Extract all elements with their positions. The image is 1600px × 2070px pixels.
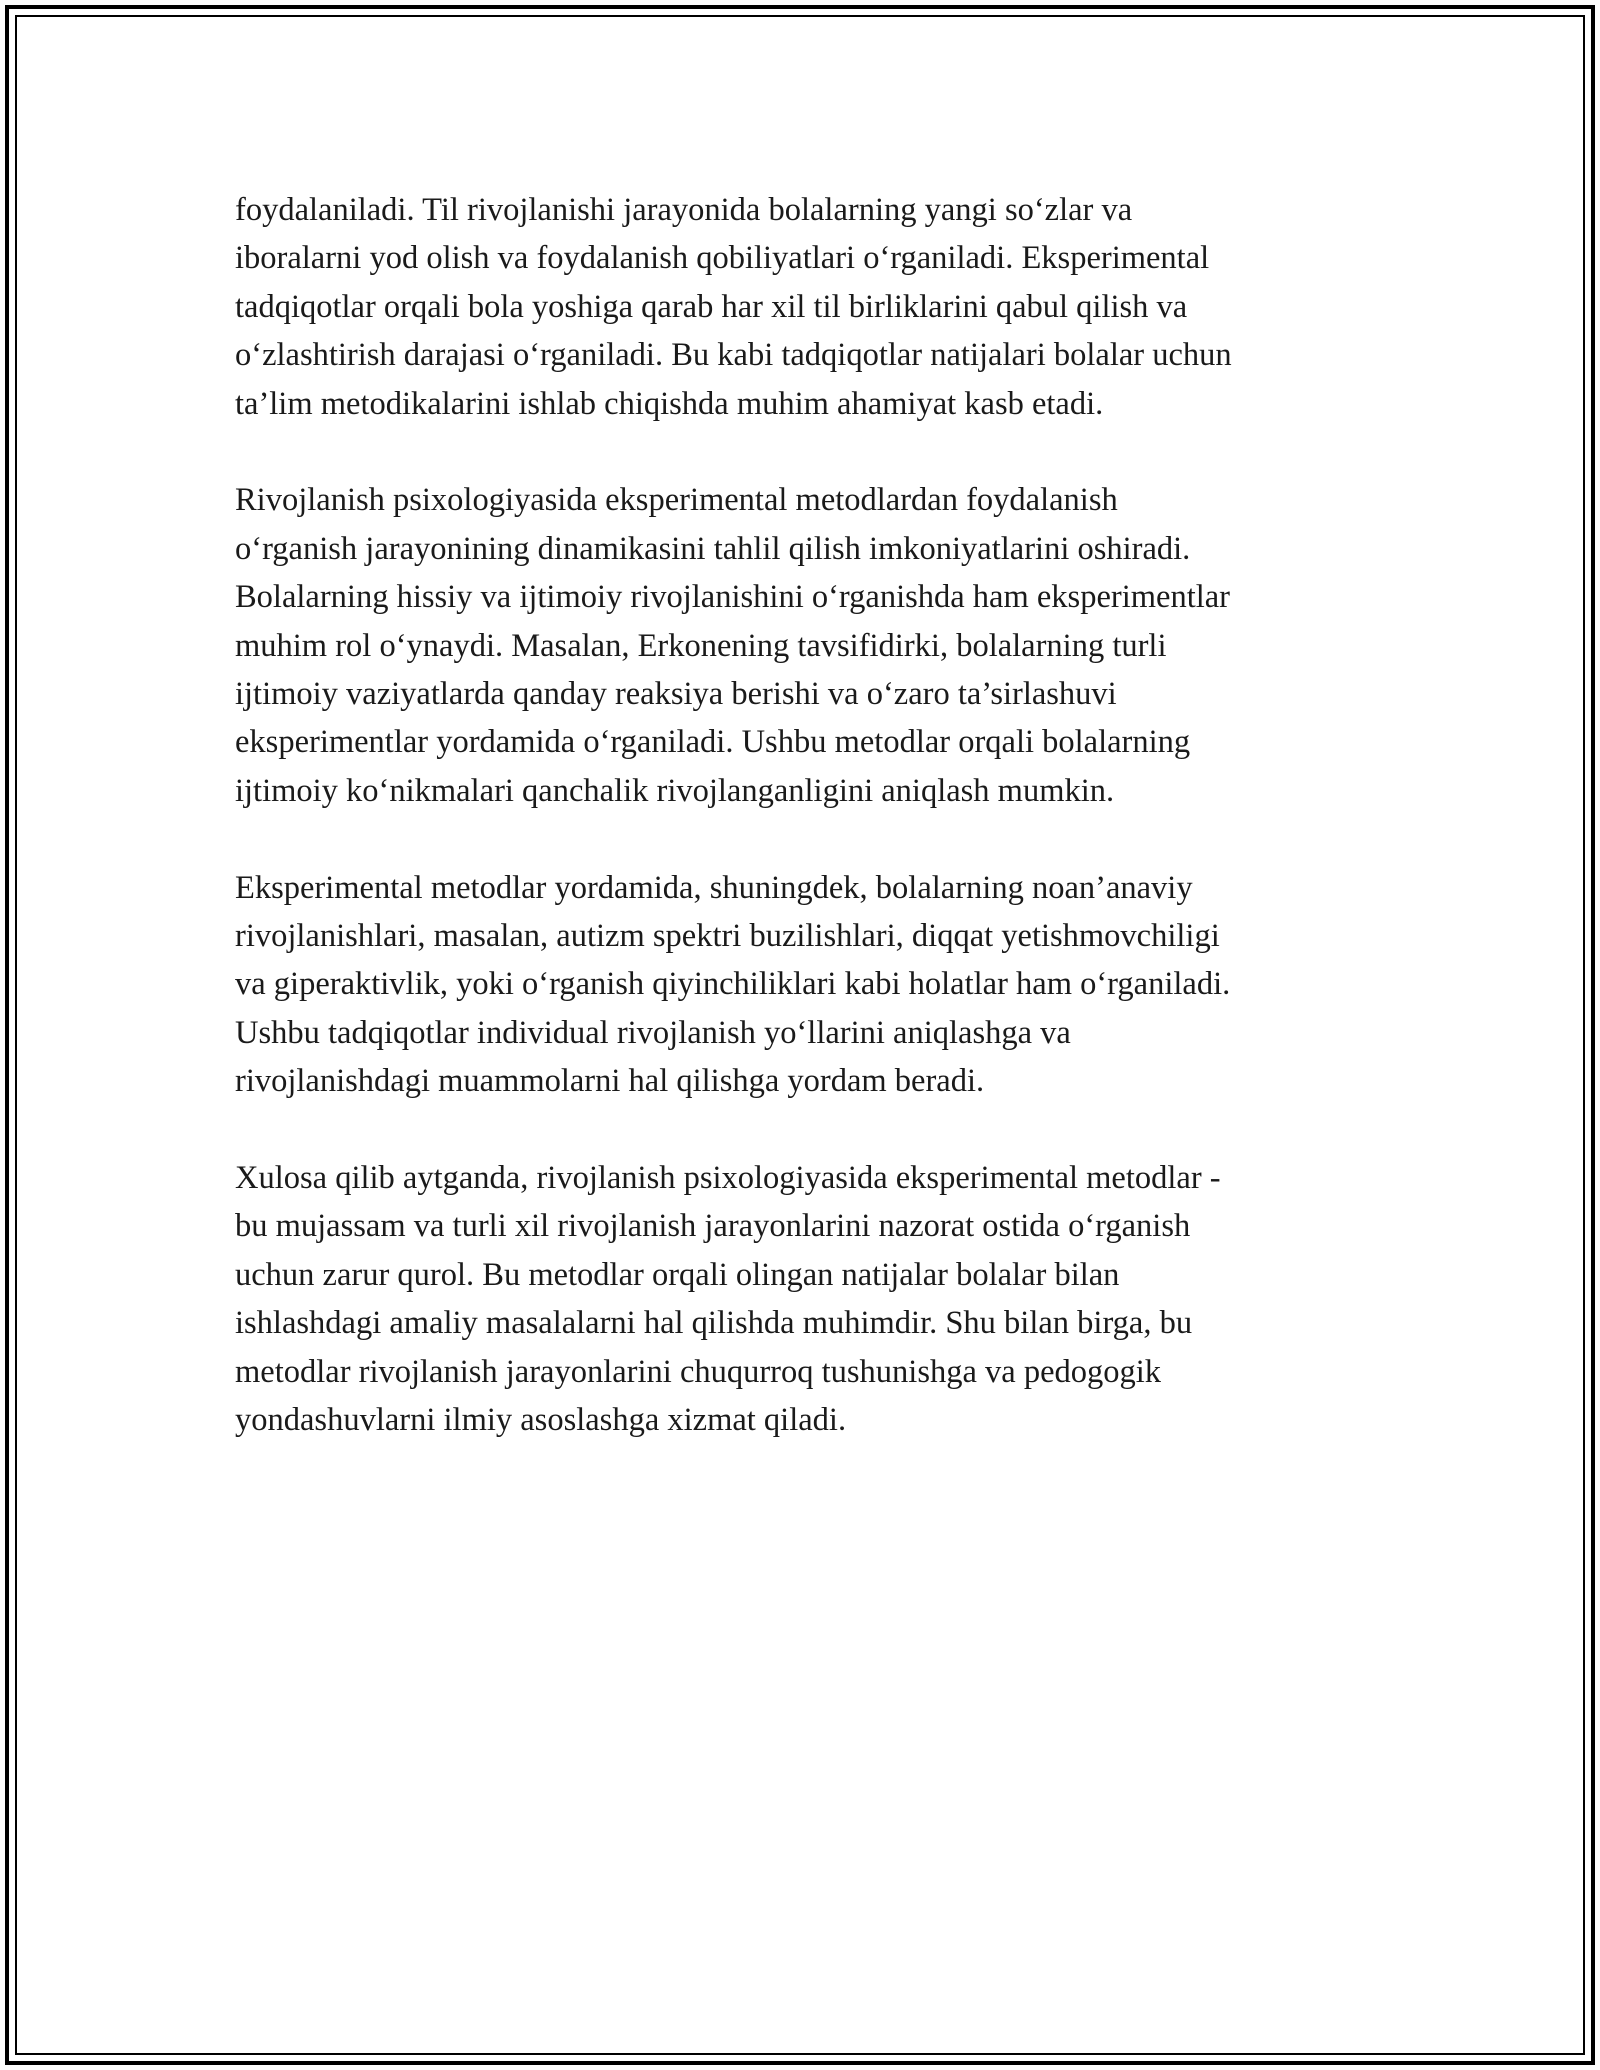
text-line: tadqiqotlar orqali bola yoshiga qarab har xil til birliklarini qabul qilish va [235,288,1188,325]
text-line: Eksperimental metodlar yordamida, shuningdek, bolalarning noan’anaviy [235,869,1193,906]
text-line: uchun zarur qurol. Bu metodlar orqali olingan natijalar bolalar bilan [235,1256,1120,1293]
text-line: Rivojlanish psixologiyasida eksperimental metodlardan foydalanish [235,482,1118,519]
text-line: muhim rol o‘ynaydi. Masalan, Erkonening tavsifidirki, bolalarning turli [235,627,1167,664]
text-line: ishlashdagi amaliy masalalarni hal qilishda muhimdir. Shu bilan birga, bu [235,1305,1193,1342]
text-line: o‘zlashtirish darajasi o‘rganiladi. Bu kabi tadqiqotlar natijalari bolalar uchun [235,337,1232,374]
document-body [235,186,1365,1493]
text-line: Bolalarning hissiy va ijtimoiy rivojlanishini o‘rganishda ham eksperimentlar [235,579,1230,616]
paragraph-2 [235,476,1365,815]
text-line: Xulosa qilib aytganda, rivojlanish psixologiyasida eksperimental metodlar - [235,1160,1221,1197]
text-line: ijtimoiy ko‘nikmalari qanchalik rivojlanganligini aniqlash mumkin. [235,772,1115,809]
text-line: va giperaktivlik, yoki o‘rganish qiyinchiliklari kabi holatlar ham o‘rganiladi. [235,966,1231,1003]
text-line: yondashuvlarni ilmiy asoslashga xizmat qiladi. [235,1402,847,1439]
text-line: rivojlanishlari, masalan, autizm spektri buzilishlari, diqqat yetishmovchiligi [235,918,1220,955]
paragraph-1 [235,186,1365,428]
text-line: o‘rganish jarayonining dinamikasini tahlil qilish imkoniyatlarini oshiradi. [235,530,1191,567]
text-line: eksperimentlar yordamida o‘rganiladi. Ushbu metodlar orqali bolalarning [235,724,1191,761]
text-line: ta’lim metodikalarini ishlab chiqishda muhim ahamiyat kasb etadi. [235,385,1104,422]
text-line: Ushbu tadqiqotlar individual rivojlanish yo‘llarini aniqlashga va [235,1014,1071,1051]
text-line: bu mujassam va turli xil rivojlanish jarayonlarini nazorat ostida o‘rganish [235,1208,1191,1245]
paragraph-3 [235,864,1365,1106]
text-line: metodlar rivojlanish jarayonlarini chuqurroq tushunishga va pedogogik [235,1353,1162,1390]
text-line: ijtimoiy vaziyatlarda qanday reaksiya berishi va o‘zaro ta’sirlashuvi [235,676,1117,713]
text-line: foydalaniladi. Til rivojlanishi jarayonida bolalarning yangi so‘zlar va [235,192,1133,228]
text-line: rivojlanishdagi muammolarni hal qilishga yordam beradi. [235,1063,985,1100]
paragraph-4 [235,1154,1365,1444]
text-line: iboralarni yod olish va foydalanish qobiliyatlari o‘rganiladi. Eksperimental [235,240,1210,277]
